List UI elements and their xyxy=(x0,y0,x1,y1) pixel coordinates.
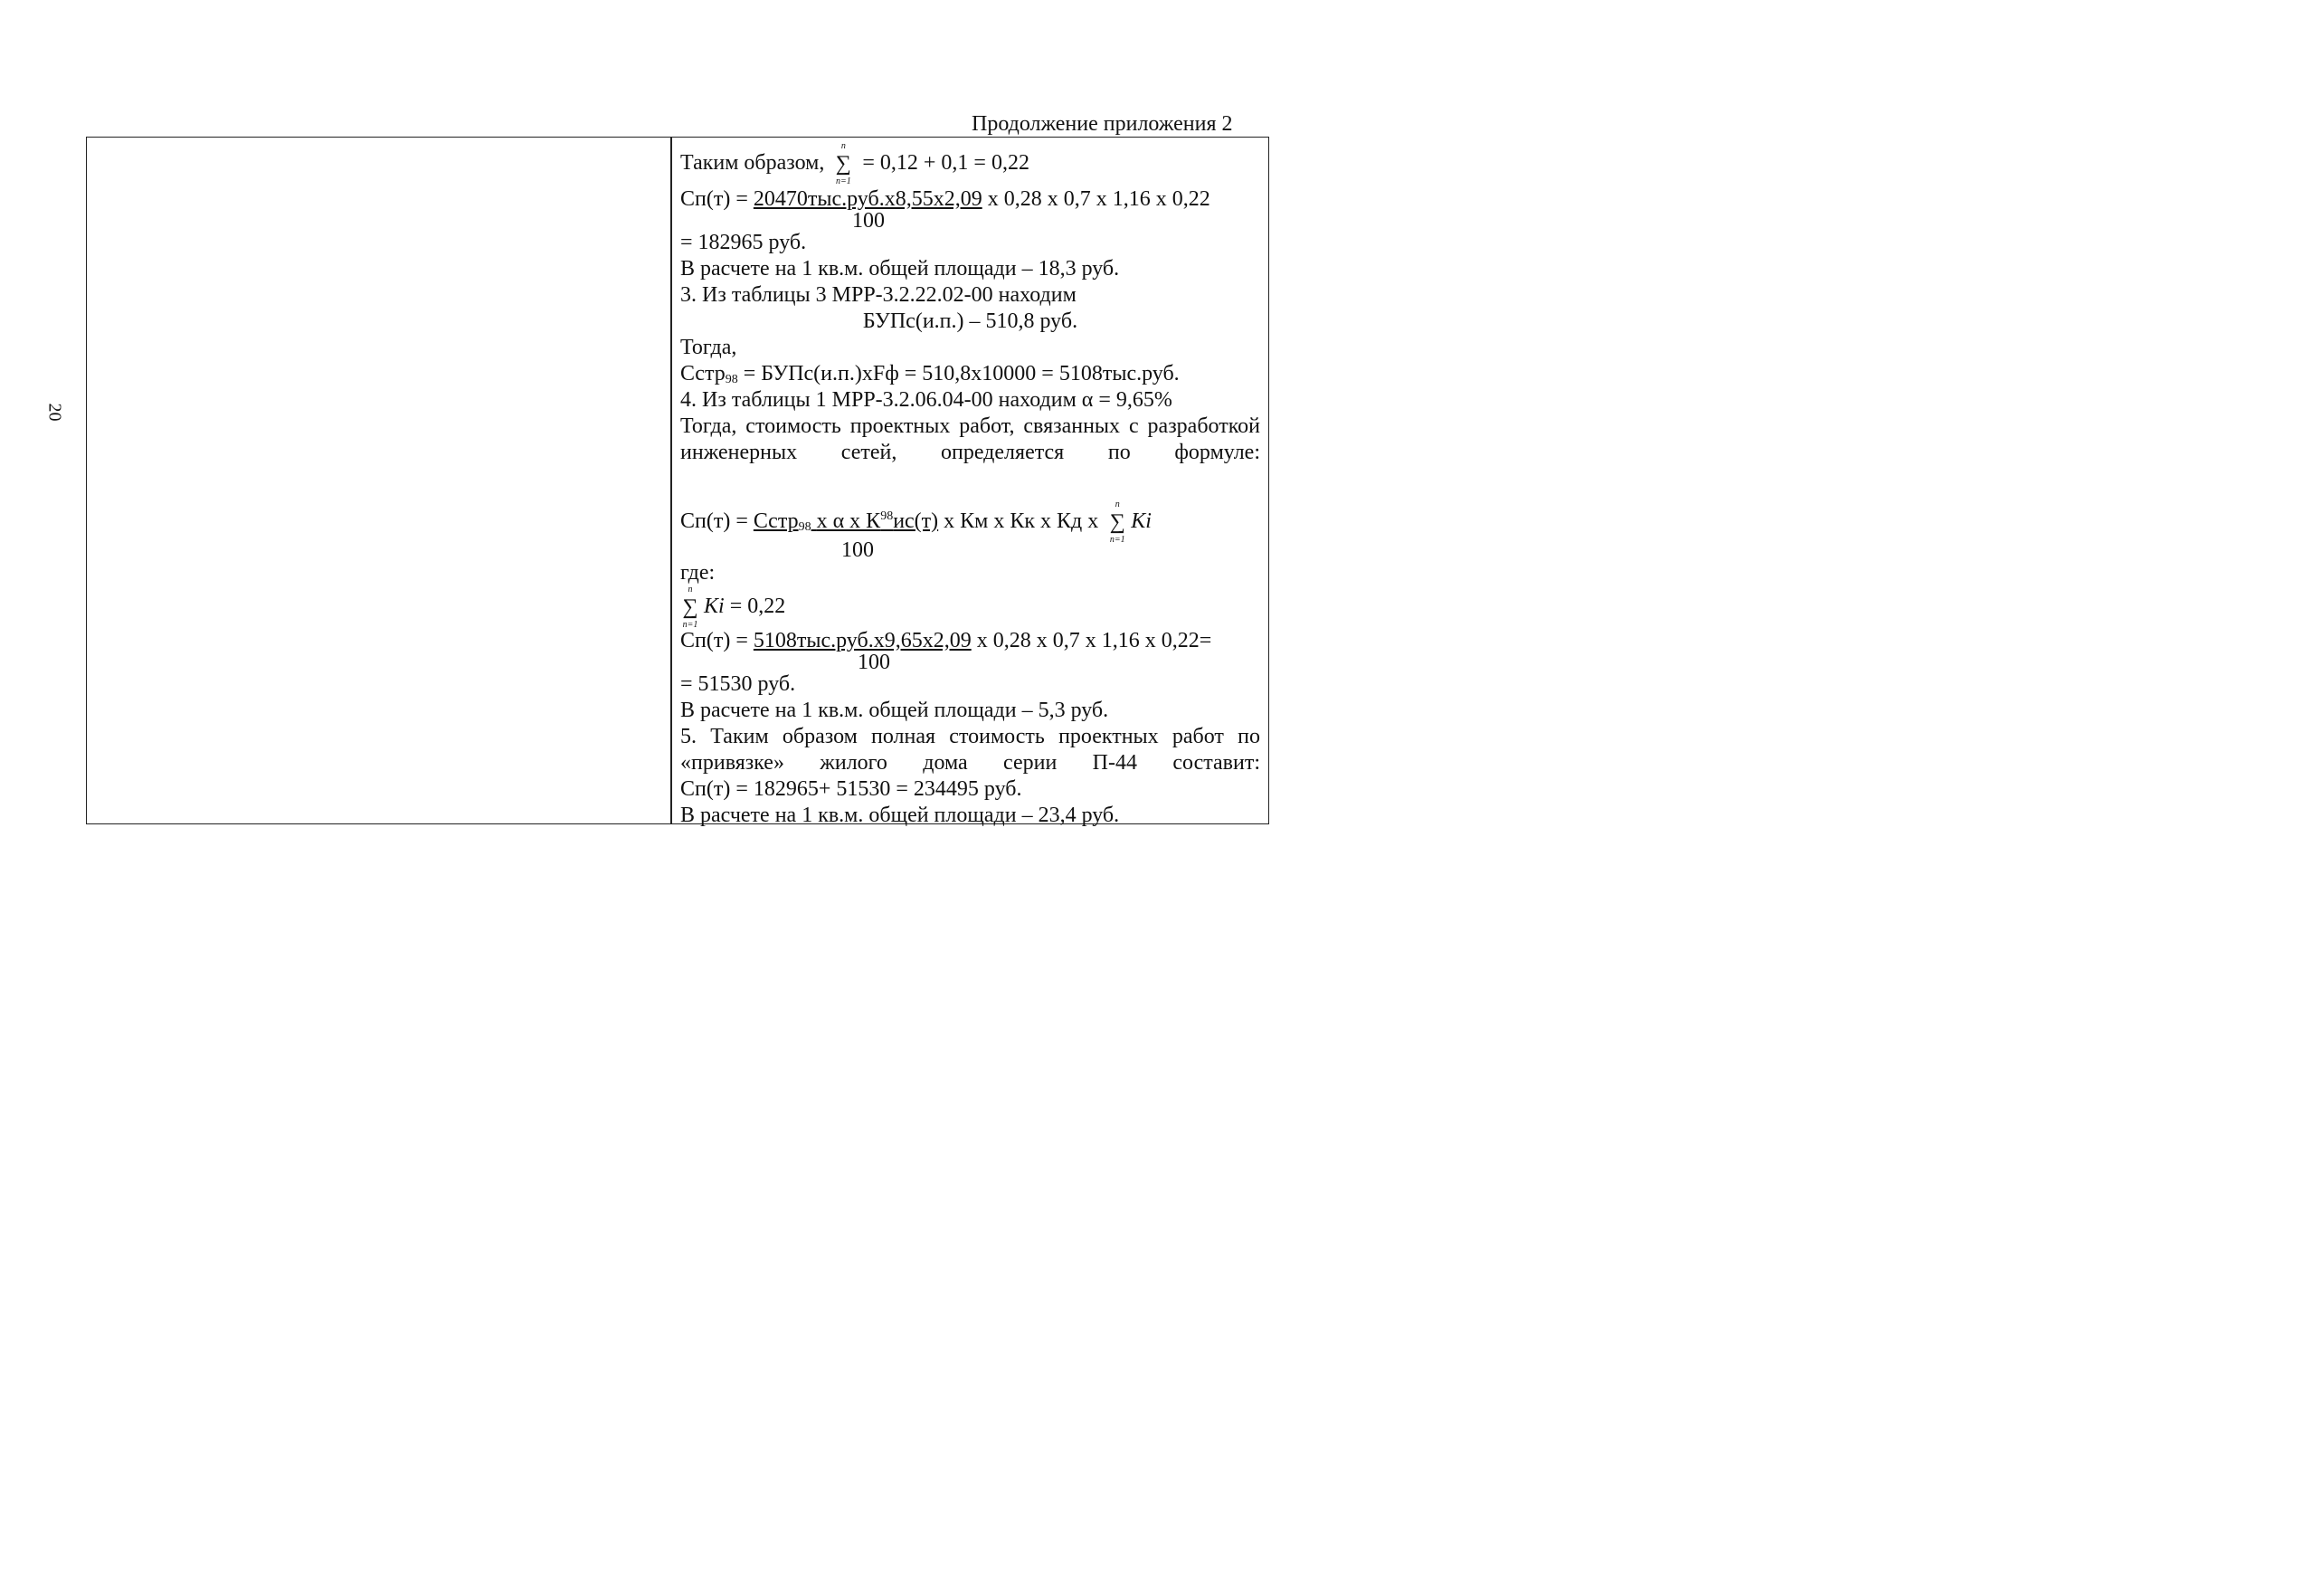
step-4-line: 4. Из таблицы 1 МРР-3.2.06.04-00 находим α = 9,65% xyxy=(680,388,1172,412)
text-fragment: = 0,12 + 0,1 = 0,22 xyxy=(862,151,1029,175)
sum-upper-limit: n xyxy=(1115,499,1120,509)
fraction-denominator: 100 xyxy=(841,538,874,562)
per-sqm-line-2: В расчете на 1 кв.м. общей площади – 5,3 руб. xyxy=(680,699,1109,722)
text-fragment: = 0,22 xyxy=(729,595,786,618)
summary-line xyxy=(680,140,1029,186)
formula-line-2 xyxy=(680,499,1152,545)
sum-symbol: ∑ n n=1 xyxy=(833,151,853,177)
fraction-denominator: 100 xyxy=(858,651,890,674)
total-line: Сп(т) = 182965+ 51530 = 234495 руб. xyxy=(680,777,1022,801)
text-fragment: х Км х Кк х Кд х xyxy=(944,509,1099,533)
result-line-1: = 182965 руб. xyxy=(680,231,807,254)
superscript: 98 xyxy=(880,509,894,523)
formula-line-1 xyxy=(680,186,1210,213)
step-3-line: 3. Из таблицы 3 МРР-3.2.22.02-00 находим xyxy=(680,283,1077,307)
text-fragment: Сп(т) = xyxy=(680,629,748,652)
formula-line-3 xyxy=(680,628,1211,654)
sum-upper-limit: n xyxy=(688,584,693,595)
column-divider xyxy=(670,137,672,824)
subscript: 98 xyxy=(725,373,738,386)
text-fragment: Сстр xyxy=(680,362,726,385)
subscript: 98 xyxy=(798,520,811,534)
sum-upper-limit: n xyxy=(840,140,846,151)
text-fragment: = БУПс(и.п.)хFф = 510,8х10000 = 5108тыс.руб. xyxy=(743,362,1180,385)
sum-lower-limit: n=1 xyxy=(682,619,698,630)
fraction-denominator: 100 xyxy=(852,209,885,233)
page-number: 20 xyxy=(44,403,65,422)
text-fragment: х 0,28 х 0,7 х 1,16 х 0,22= xyxy=(976,629,1212,652)
text-fragment: ис(т) xyxy=(893,509,939,533)
fraction-numerator: 20470тыс.руб.х8,55х2,09 xyxy=(753,187,982,211)
base-price-line: БУПс(и.п.) – 510,8 руб. xyxy=(862,309,1078,333)
text-fragment: Сстр xyxy=(753,509,799,533)
ki-sum-line xyxy=(680,584,786,630)
text-fragment: Сп(т) = xyxy=(680,187,748,211)
appendix-continuation-header: Продолжение приложения 2 xyxy=(972,112,1233,136)
per-sqm-line-3: В расчете на 1 кв.м. общей площади – 23,4 руб. xyxy=(680,804,1120,827)
ki-symbol: Ki xyxy=(1131,509,1152,533)
ki-symbol: Ki xyxy=(704,595,725,618)
fraction-numerator xyxy=(754,509,938,533)
result-line-2: = 51530 руб. xyxy=(680,672,796,696)
then-line: Тогда, xyxy=(680,336,737,359)
fraction-numerator: 5108тыс.руб.х9,65х2,09 xyxy=(753,629,972,652)
per-sqm-line-1: В расчете на 1 кв.м. общей площади – 18,3 руб. xyxy=(680,257,1120,281)
sum-lower-limit: n=1 xyxy=(835,176,851,186)
text-fragment: х α х К xyxy=(816,509,881,533)
where-line: где: xyxy=(680,561,716,585)
text-fragment: Сп(т) = xyxy=(680,509,748,533)
sum-symbol: ∑ n n=1 xyxy=(1107,509,1127,536)
sum-lower-limit: n=1 xyxy=(1109,534,1125,545)
text-fragment: х 0,28 х 0,7 х 1,16 х 0,22 xyxy=(987,187,1210,211)
sum-symbol: ∑ n n=1 xyxy=(680,595,700,621)
text-fragment: Таким образом, xyxy=(680,151,825,175)
step-5-paragraph: 5. Таким образом полная стоимость проектных работ по «привязке» жилого дома серии П-44 составит: xyxy=(680,725,1260,775)
step-4-paragraph: Тогда, стоимость проектных работ, связанных с разработкой инженерных сетей, определяется по формуле: xyxy=(680,414,1260,464)
